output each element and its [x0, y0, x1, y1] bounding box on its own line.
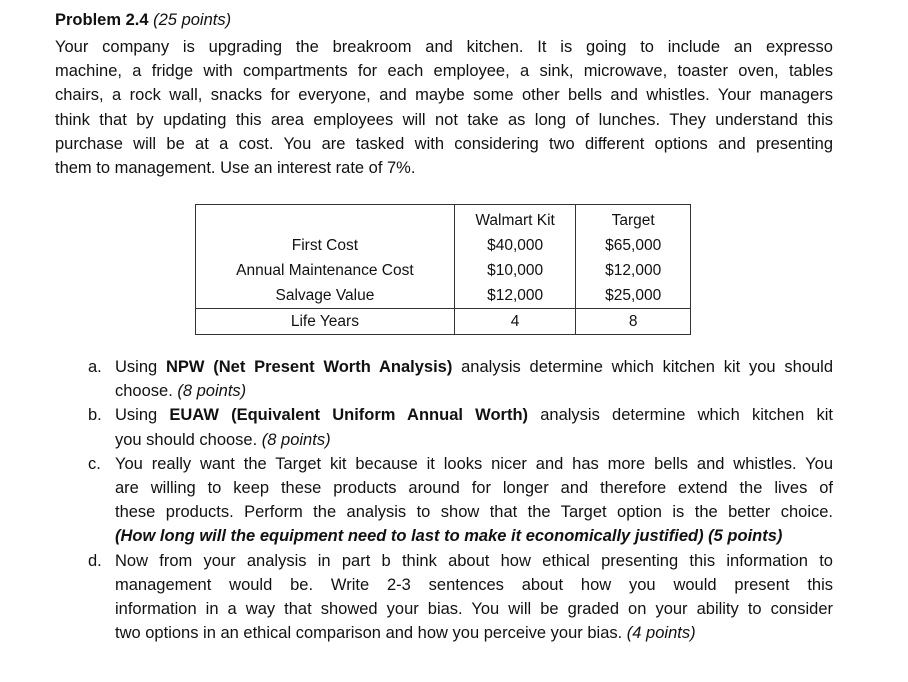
question-line: are willing to keep these products around for longer and therefore extend the lives of: [115, 479, 833, 498]
intro-line: purchase will be at a cost. You are tasked with considering two different options and presenting: [55, 134, 833, 153]
question-marker: b.: [88, 406, 102, 425]
question-body: [115, 549, 833, 646]
text-run: Using: [115, 406, 170, 425]
points-text: (8 points): [261, 430, 331, 449]
question-line: [115, 428, 833, 452]
text-run: analysis determine which kitchen kit: [528, 406, 833, 425]
question-line: these products. Perform the analysis to show that the Target option is the better choice.: [115, 503, 833, 522]
text-run: choose.: [115, 382, 178, 401]
table-row: [196, 258, 691, 283]
intro-line: them to management. Use an interest rate of 7%.: [55, 159, 416, 178]
problem-points: (25 points): [153, 11, 232, 29]
table-header-row: [196, 205, 691, 234]
emphasis-text: NPW (Net Present Worth Analysis): [165, 358, 453, 376]
question-line: management would be. Write 2-3 sentences about how you would present this: [115, 575, 833, 594]
row-label: Life Years: [196, 309, 455, 335]
question-line: [115, 379, 833, 403]
intro-line: chairs, a rock wall, snacks for everyone, and maybe some other bells and whistles. Your managers: [55, 86, 833, 105]
problem-title: [55, 9, 231, 31]
question-marker: d.: [88, 551, 102, 570]
question-c: [88, 452, 833, 549]
question-line: [115, 621, 833, 645]
points-text: (8 points): [177, 382, 247, 401]
question-b: [88, 403, 833, 451]
row-label: Annual Maintenance Cost: [236, 262, 414, 279]
cost-comparison-table: [195, 204, 691, 335]
question-line: You really want the Target kit because it looks nicer and has more bells and whistles. You: [115, 454, 833, 473]
text-run: analysis determine which kitchen kit you should: [452, 358, 834, 376]
question-line: (How long will the equipment need to last to make it economically justified) (5 points): [115, 527, 783, 546]
row-label: First Cost: [291, 237, 359, 254]
question-body: [115, 452, 833, 549]
question-line: information in a way that showed your bias. You will be graded on your ability to consider: [115, 600, 833, 619]
walmart-value: $12,000: [454, 283, 576, 309]
target-value: $12,000: [576, 258, 691, 283]
target-value: 8: [576, 309, 691, 335]
target-value: $65,000: [576, 233, 691, 258]
question-body: [115, 403, 833, 451]
table-row: [196, 283, 691, 309]
question-list: [88, 355, 833, 645]
row-label: Salvage Value: [275, 287, 375, 304]
question-marker: c.: [88, 454, 101, 473]
walmart-value: $10,000: [454, 258, 576, 283]
walmart-value: $40,000: [454, 233, 576, 258]
intro-line: think that by updating this area employees will not take as long of lunches. They understand this: [55, 110, 833, 129]
points-text: (4 points): [626, 624, 696, 643]
table-header-target: Target: [576, 205, 691, 234]
text-run: Using: [115, 358, 166, 376]
problem-intro: [55, 35, 833, 180]
question-line: [115, 403, 833, 427]
emphasis-text: EUAW (Equivalent Uniform Annual Worth): [169, 406, 529, 425]
text-run: two options in an ethical comparison and how you perceive your bias.: [115, 624, 627, 643]
target-value: $25,000: [576, 283, 691, 309]
question-line: Now from your analysis in part b think about how ethical presenting this information to: [115, 551, 833, 570]
question-d: [88, 549, 833, 646]
table-row: [196, 233, 691, 258]
question-body: [115, 355, 833, 403]
question-a: [88, 355, 833, 403]
table-header-cell: [196, 205, 455, 234]
table-row: [196, 309, 691, 335]
walmart-value: 4: [454, 309, 576, 335]
intro-line: machine, a fridge with compartments for each employee, a sink, microwave, toaster oven, tables: [55, 62, 833, 81]
table-header-walmart: Walmart Kit: [454, 205, 576, 234]
text-run: you should choose.: [115, 430, 262, 449]
question-line: [115, 355, 833, 379]
intro-line: Your company is upgrading the breakroom and kitchen. It is going to include an expresso: [55, 38, 833, 56]
problem-label: Problem 2.4: [55, 11, 149, 29]
question-marker: a.: [88, 358, 102, 376]
